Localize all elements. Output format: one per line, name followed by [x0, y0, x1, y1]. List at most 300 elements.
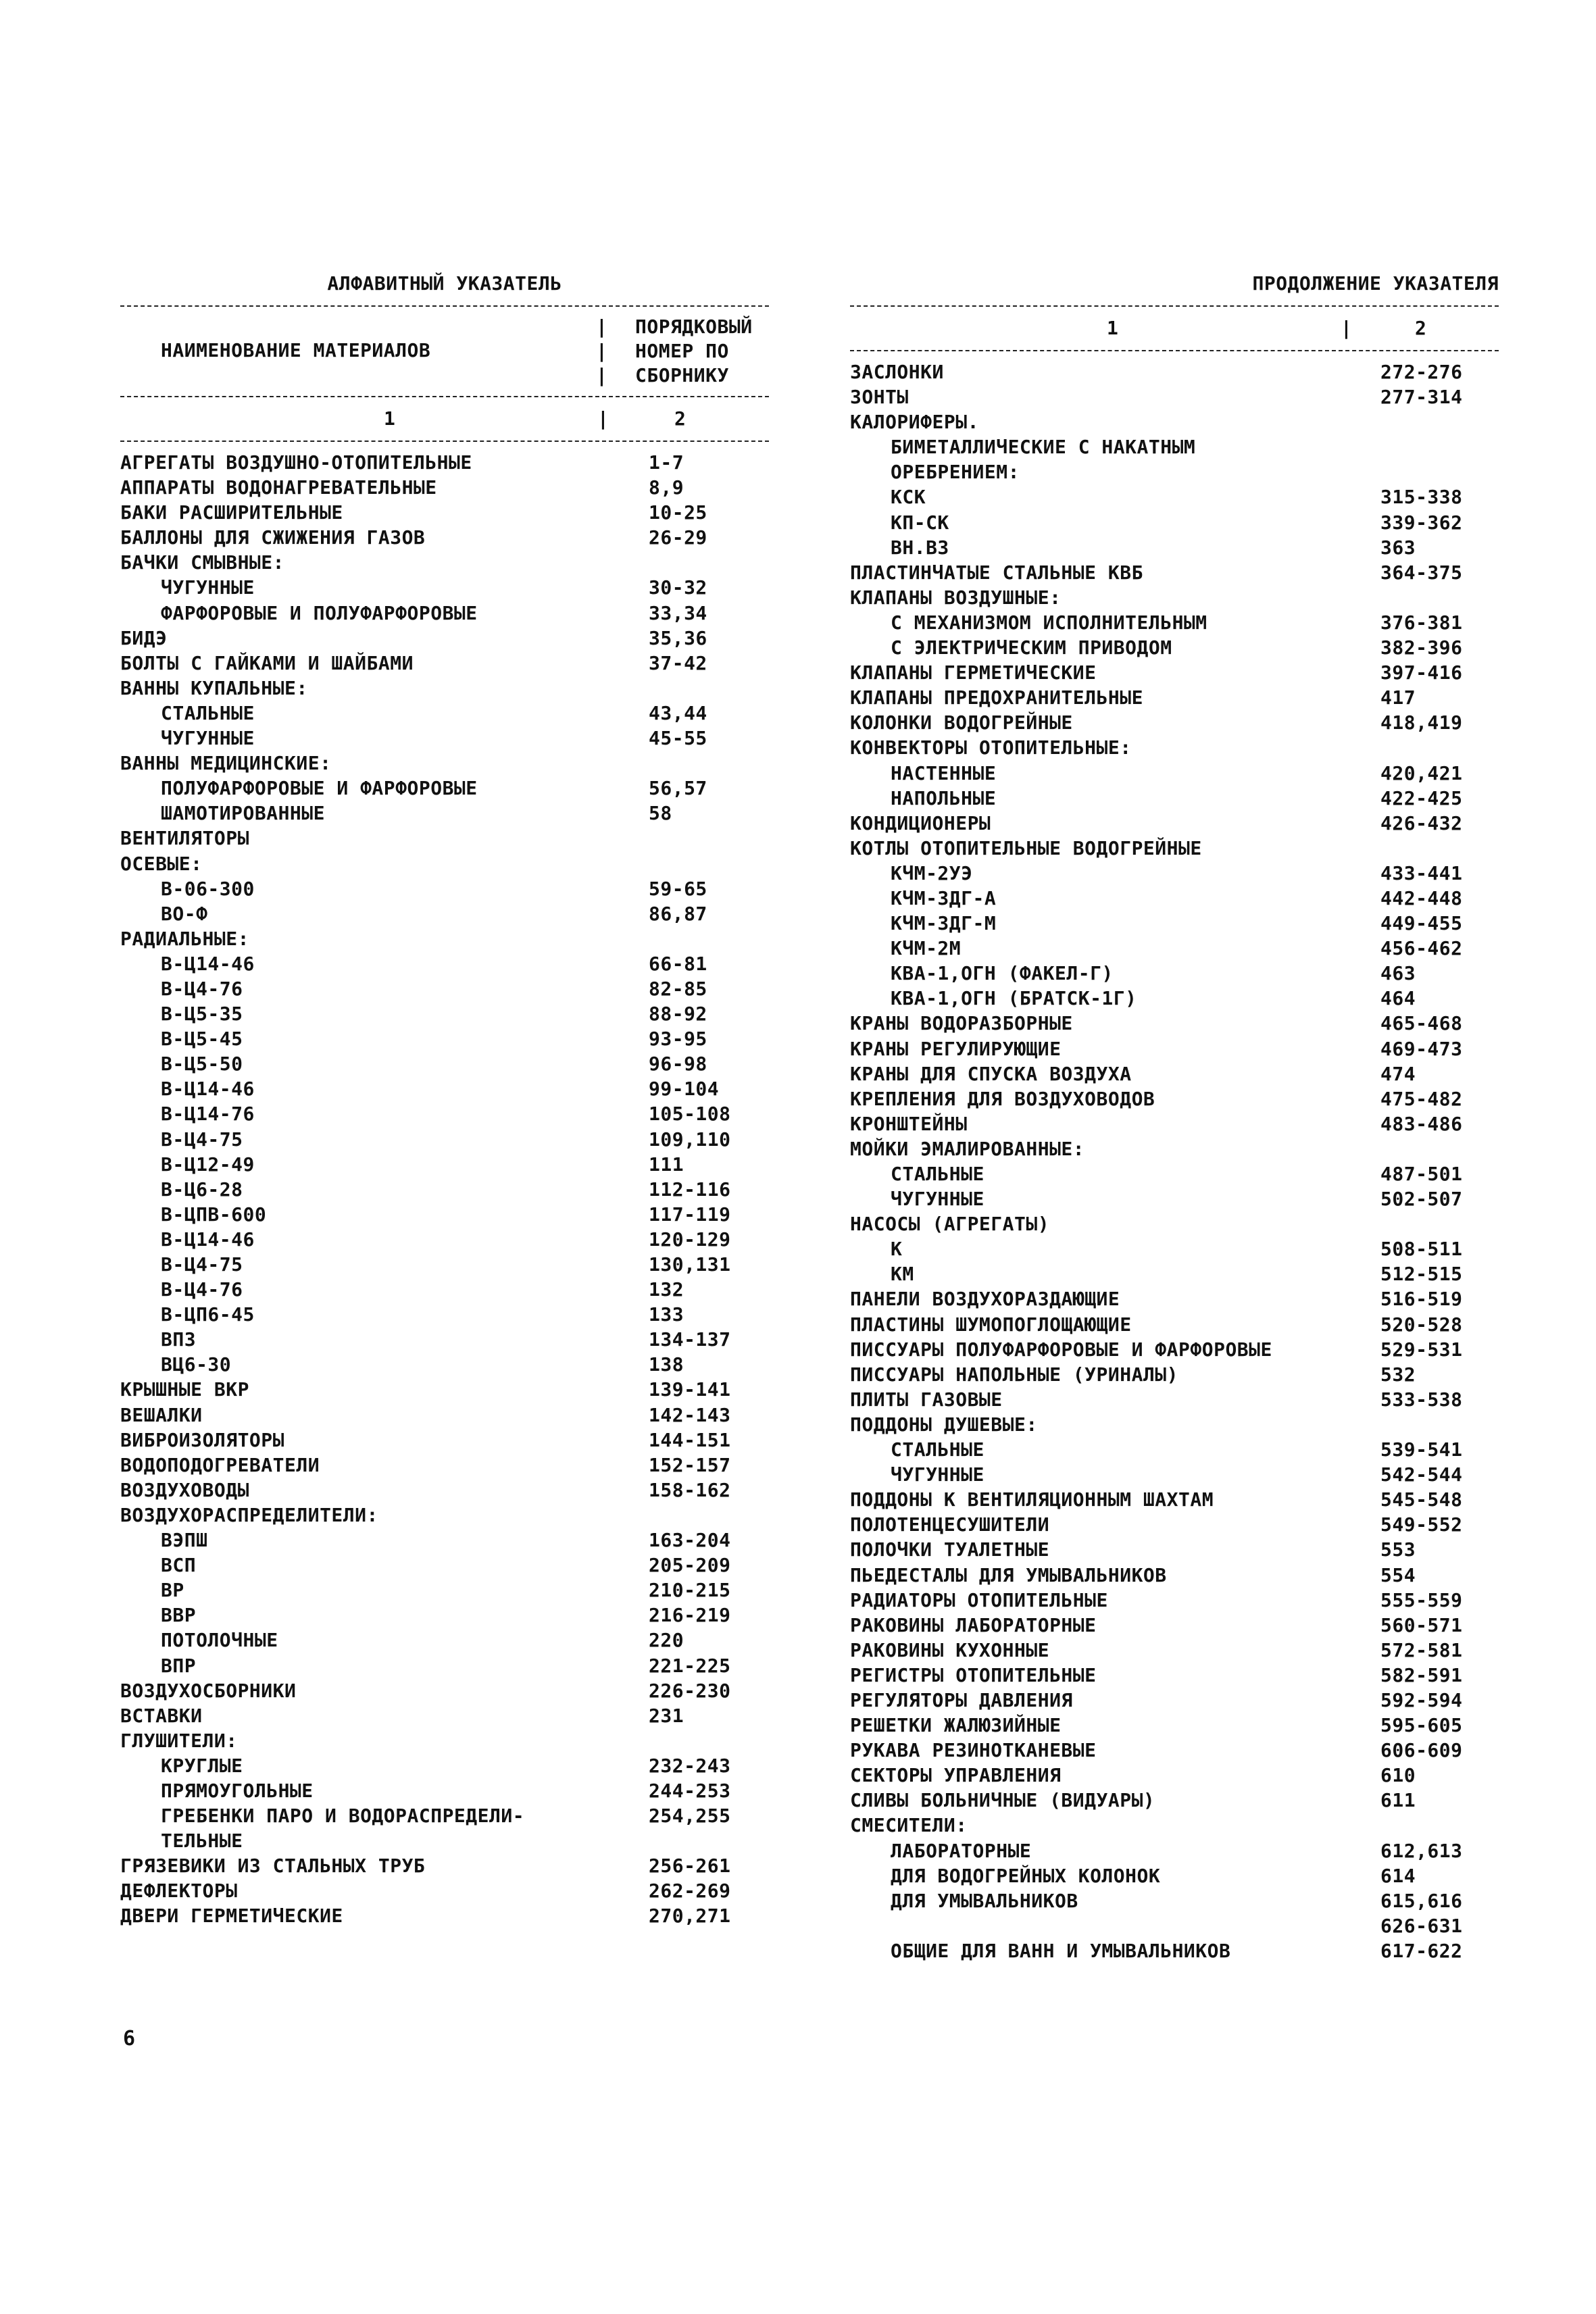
table-row [120, 1026, 769, 1051]
catalog-number: 549-552 [1380, 1513, 1463, 1536]
table-row [850, 1713, 1499, 1738]
catalog-number: 442-448 [1380, 886, 1463, 909]
continuation-title: ПРОДОЛЖЕНИЕ УКАЗАТЕЛЯ [1252, 272, 1499, 295]
material-name: СЕКТОРЫ УПРАВЛЕНИЯ [850, 1764, 1062, 1787]
table-row [850, 1412, 1499, 1437]
material-name: КМ [891, 1263, 914, 1286]
table-row [120, 1127, 769, 1152]
table-row [850, 1938, 1499, 1963]
material-name: ВЭПШ [161, 1529, 208, 1552]
table-row [850, 459, 1499, 484]
material-name: ВВР [161, 1604, 197, 1627]
catalog-number: 277-314 [1380, 386, 1463, 409]
material-name: В-ЦП6-45 [161, 1303, 255, 1326]
material-name: КЧМ-3ДГ-М [891, 912, 997, 935]
catalog-number: 256-261 [649, 1855, 731, 1878]
catalog-number: 422-425 [1380, 786, 1463, 809]
column-numbers [120, 405, 769, 432]
material-name: В-06-300 [161, 877, 255, 900]
table-row [850, 1563, 1499, 1588]
catalog-number: 232-243 [649, 1754, 731, 1777]
material-name: КЛАПАНЫ ГЕРМЕТИЧЕСКИЕ [850, 661, 1097, 684]
material-name: КЛАПАНЫ ВОЗДУШНЫЕ: [850, 586, 1062, 609]
divider [850, 305, 1499, 307]
material-name: В-Ц5-35 [161, 1003, 243, 1026]
catalog-number: 611 [1380, 1789, 1416, 1812]
catalog-number: 99-104 [649, 1078, 720, 1101]
material-name: ЧУГУННЫЕ [891, 1463, 984, 1486]
material-name: ВОДОПОДОГРЕВАТЕЛИ [120, 1453, 320, 1476]
table-row [850, 1613, 1499, 1638]
material-name: ВСП [161, 1554, 197, 1577]
catalog-number: 456-462 [1380, 937, 1463, 960]
catalog-number: 56,57 [649, 777, 707, 800]
catalog-number: 508-511 [1380, 1238, 1463, 1261]
catalog-number: 216-219 [649, 1604, 731, 1627]
material-name: БИДЭ [120, 626, 168, 649]
table-row [120, 1302, 769, 1327]
table-row [850, 1036, 1499, 1061]
catalog-number: 433-441 [1380, 861, 1463, 884]
material-name: ДЕФЛЕКТОРЫ [120, 1880, 238, 1903]
table-row [120, 1478, 769, 1503]
catalog-number: 582-591 [1380, 1663, 1463, 1686]
material-name: КСК [891, 486, 926, 509]
catalog-number: 529-531 [1380, 1338, 1463, 1361]
catalog-number: 512-515 [1380, 1263, 1463, 1286]
material-name: НАПОЛЬНЫЕ [891, 786, 997, 809]
catalog-number: 553 [1380, 1538, 1416, 1561]
material-name: ПОЛУФАРФОРОВЫЕ И ФАРФОРОВЫЕ [161, 777, 478, 800]
table-row [850, 1086, 1499, 1111]
material-name: КОТЛЫ ОТОПИТЕЛЬНЫЕ ВОДОГРЕЙНЫЕ [850, 836, 1202, 859]
right-rows [850, 359, 1499, 1963]
catalog-number: 572-581 [1380, 1638, 1463, 1661]
material-name: В-Ц14-46 [161, 1228, 255, 1251]
table-row [120, 826, 769, 851]
catalog-number: 138 [649, 1353, 684, 1376]
material-name: КЧМ-2УЭ [891, 861, 973, 884]
table-row [850, 1111, 1499, 1136]
table-row [120, 876, 769, 901]
material-name: ЛАБОРАТОРНЫЕ [891, 1839, 1032, 1862]
divider [120, 305, 769, 307]
material-name: ТЕЛЬНЫЕ [161, 1830, 243, 1853]
table-row [120, 1177, 769, 1202]
table-row [850, 1211, 1499, 1236]
table-row [120, 726, 769, 751]
table-row [120, 1528, 769, 1553]
left-column [120, 270, 769, 1929]
catalog-number: 132 [649, 1278, 684, 1301]
table-row [850, 886, 1499, 911]
table-row [850, 409, 1499, 434]
material-name: АГРЕГАТЫ ВОЗДУШНО-ОТОПИТЕЛЬНЫЕ [120, 451, 472, 474]
table-row [120, 951, 769, 976]
catalog-number: 210-215 [649, 1579, 731, 1602]
material-name: ВАННЫ МЕДИЦИНСКИЕ: [120, 752, 332, 775]
material-name: КРОНШТЕЙНЫ [850, 1112, 968, 1135]
material-name: ПОЛОЧКИ ТУАЛЕТНЫЕ [850, 1538, 1050, 1561]
material-name: В-Ц4-76 [161, 977, 243, 1000]
material-name: В-Ц14-46 [161, 952, 255, 975]
table-row [120, 1678, 769, 1703]
material-name: РАДИАЛЬНЫЕ: [120, 927, 249, 950]
table-row [850, 660, 1499, 685]
material-name: БИМЕТАЛЛИЧЕСКИЕ С НАКАТНЫМ [891, 436, 1196, 459]
column-number-2: 2 [674, 407, 687, 430]
catalog-number: 43,44 [649, 701, 707, 724]
material-name: В-Ц14-46 [161, 1078, 255, 1101]
index-title: АЛФАВИТНЫЙ УКАЗАТЕЛЬ [327, 272, 562, 295]
table-row [120, 1327, 769, 1352]
table-row [120, 1628, 769, 1653]
material-name: ВОЗДУХОСБОРНИКИ [120, 1679, 297, 1702]
header-number: ПОРЯДКОВЫЙ НОМЕР ПО СБОРНИКУ [635, 316, 753, 386]
material-name: КЧМ-3ДГ-А [891, 886, 997, 909]
table-row [120, 525, 769, 550]
catalog-number: 532 [1380, 1363, 1416, 1386]
table-row [120, 1753, 769, 1778]
material-name: ПИССУАРЫ ПОЛУФАРФОРОВЫЕ И ФАРФОРОВЫЕ [850, 1338, 1272, 1361]
table-row [850, 1913, 1499, 1938]
catalog-number: 30-32 [649, 576, 707, 599]
material-name: ЗОНТЫ [850, 386, 909, 409]
catalog-number: 82-85 [649, 977, 707, 1000]
column-number-2: 2 [1415, 317, 1427, 339]
material-name: ПОДДОНЫ ДУШЕВЫЕ: [850, 1413, 1038, 1436]
material-name: В-Ц4-76 [161, 1278, 243, 1301]
catalog-number: 474 [1380, 1062, 1416, 1085]
material-name: ЧУГУННЫЕ [161, 727, 255, 750]
catalog-number: 152-157 [649, 1453, 731, 1476]
catalog-number: 469-473 [1380, 1037, 1463, 1060]
material-name: КЧМ-2М [891, 937, 962, 960]
catalog-number: 533-538 [1380, 1388, 1463, 1411]
table-row [120, 1101, 769, 1126]
material-name: К [891, 1238, 903, 1261]
table-row [120, 1051, 769, 1076]
table-row [850, 1186, 1499, 1211]
material-name: ВОЗДУХОВОДЫ [120, 1478, 249, 1501]
table-row [120, 1878, 769, 1903]
catalog-number: 397-416 [1380, 661, 1463, 684]
material-name: В-Ц6-28 [161, 1178, 243, 1201]
divider [120, 441, 769, 442]
column-number-1: 1 [384, 407, 396, 430]
material-name: КРАНЫ РЕГУЛИРУЮЩИЕ [850, 1037, 1062, 1060]
table-row [850, 1312, 1499, 1337]
material-name: СТАЛЬНЫЕ [161, 701, 255, 724]
material-name: ДЛЯ ВОДОГРЕЙНЫХ КОЛОНОК [891, 1864, 1161, 1887]
material-name: БАЛЛОНЫ ДЛЯ СЖИЖЕНИЯ ГАЗОВ [120, 526, 426, 549]
table-row [120, 1377, 769, 1402]
catalog-number: 45-55 [649, 727, 707, 750]
table-row [850, 610, 1499, 635]
catalog-number: 134-137 [649, 1328, 731, 1351]
header-separator: | | | [596, 316, 608, 386]
catalog-number: 220 [649, 1629, 684, 1652]
material-name: БАЧКИ СМЫВНЫЕ: [120, 551, 285, 574]
table-row [120, 901, 769, 926]
material-name: СТАЛЬНЫЕ [891, 1438, 984, 1461]
column-separator: | [597, 407, 609, 430]
catalog-number: 617-622 [1380, 1939, 1463, 1962]
column-separator: | [1341, 317, 1353, 339]
table-row [850, 1638, 1499, 1663]
table-row [120, 1352, 769, 1377]
catalog-number: 117-119 [649, 1203, 731, 1226]
table-row [850, 1437, 1499, 1462]
catalog-number: 516-519 [1380, 1288, 1463, 1311]
catalog-number: 88-92 [649, 1003, 707, 1026]
catalog-number: 130,131 [649, 1253, 731, 1276]
material-name: В-Ц5-50 [161, 1053, 243, 1076]
catalog-number: 66-81 [649, 952, 707, 975]
table-row [850, 1161, 1499, 1186]
catalog-number: 612,613 [1380, 1839, 1463, 1862]
material-name: КВА-1,ОГН (ФАКЕЛ-Г) [891, 962, 1114, 985]
table-row [120, 676, 769, 701]
table-row [850, 1788, 1499, 1813]
catalog-number: 560-571 [1380, 1613, 1463, 1636]
table-row [120, 751, 769, 776]
material-name: КП-СК [891, 511, 949, 534]
table-row [120, 1503, 769, 1528]
material-name: ВИБРОИЗОЛЯТОРЫ [120, 1428, 285, 1451]
table-row [120, 1728, 769, 1753]
table-row [120, 475, 769, 500]
catalog-number: 364-375 [1380, 561, 1463, 584]
material-name: КРЕПЛЕНИЯ ДЛЯ ВОЗДУХОВОДОВ [850, 1087, 1155, 1110]
catalog-number: 417 [1380, 686, 1416, 709]
catalog-number: 226-230 [649, 1679, 731, 1702]
table-row [120, 1803, 769, 1828]
material-name: ДВЕРИ ГЕРМЕТИЧЕСКИЕ [120, 1905, 343, 1928]
table-row [850, 1813, 1499, 1838]
material-name: ГРЕБЕНКИ ПАРО И ВОДОРАСПРЕДЕЛИ- [161, 1805, 525, 1828]
table-row [850, 685, 1499, 710]
material-name: КОЛОНКИ ВОДОГРЕЙНЫЕ [850, 711, 1073, 734]
material-name: В-ЦПВ-600 [161, 1203, 267, 1226]
table-row [850, 635, 1499, 660]
catalog-number: 109,110 [649, 1128, 731, 1151]
catalog-number: 112-116 [649, 1178, 731, 1201]
catalog-number: 1-7 [649, 451, 684, 474]
material-name: ПОЛОТЕНЦЕСУШИТЕЛИ [850, 1513, 1050, 1536]
catalog-number: 614 [1380, 1864, 1416, 1887]
table-row [120, 1076, 769, 1101]
column-number-1: 1 [1107, 317, 1119, 339]
table-row [850, 1487, 1499, 1512]
catalog-number: 262-269 [649, 1880, 731, 1903]
table-row [850, 961, 1499, 986]
catalog-number: 483-486 [1380, 1112, 1463, 1135]
catalog-number: 487-501 [1380, 1163, 1463, 1185]
table-row [850, 761, 1499, 786]
material-name: ВЕШАЛКИ [120, 1403, 203, 1426]
table-header [120, 315, 769, 388]
catalog-number: 270,271 [649, 1905, 731, 1928]
table-row [120, 450, 769, 475]
material-name: СТАЛЬНЫЕ [891, 1163, 984, 1185]
table-row [120, 550, 769, 575]
catalog-number: 105-108 [649, 1103, 731, 1126]
page-number: 6 [123, 2027, 136, 2051]
table-row [120, 1428, 769, 1453]
material-name: ПОДДОНЫ К ВЕНТИЛЯЦИОННЫМ ШАХТАМ [850, 1488, 1214, 1511]
material-name: ПИССУАРЫ НАПОЛЬНЫЕ (УРИНАЛЫ) [850, 1363, 1179, 1386]
table-row [850, 1838, 1499, 1863]
table-row [850, 560, 1499, 585]
material-name: НАСОСЫ (АГРЕГАТЫ) [850, 1213, 1050, 1236]
table-row [120, 1703, 769, 1728]
table-row [850, 735, 1499, 760]
material-name: ВПЗ [161, 1328, 197, 1351]
catalog-number: 339-362 [1380, 511, 1463, 534]
catalog-number: 626-631 [1380, 1914, 1463, 1937]
material-name: РАКОВИНЫ КУХОННЫЕ [850, 1638, 1050, 1661]
material-name: ГРЯЗЕВИКИ ИЗ СТАЛЬНЫХ ТРУБ [120, 1855, 426, 1878]
table-row [850, 359, 1499, 384]
catalog-number: 205-209 [649, 1554, 731, 1577]
material-name: КОНДИЦИОНЕРЫ [850, 811, 991, 834]
material-name: КЛАПАНЫ ПРЕДОХРАНИТЕЛЬНЫЕ [850, 686, 1143, 709]
catalog-number: 475-482 [1380, 1087, 1463, 1110]
table-row [850, 811, 1499, 836]
catalog-number: 463 [1380, 962, 1416, 985]
table-row [120, 1252, 769, 1277]
table-row [850, 1236, 1499, 1261]
material-name: НАСТЕННЫЕ [891, 761, 997, 784]
catalog-number: 610 [1380, 1764, 1416, 1787]
material-name: В-Ц14-76 [161, 1103, 255, 1126]
table-row [850, 1588, 1499, 1613]
table-row [120, 976, 769, 1001]
catalog-number: 272-276 [1380, 361, 1463, 383]
material-name: ВЕНТИЛЯТОРЫ [120, 827, 249, 850]
material-name: ЗАСЛОНКИ [850, 361, 944, 383]
material-name: КРЫШНЫЕ ВКР [120, 1378, 249, 1401]
catalog-number: 158-162 [649, 1478, 731, 1501]
material-name: МОЙКИ ЭМАЛИРОВАННЫЕ: [850, 1137, 1085, 1160]
material-name: ПАНЕЛИ ВОЗДУХОРАЗДАЮЩИЕ [850, 1288, 1120, 1311]
table-row [850, 1888, 1499, 1913]
header-name: НАИМЕНОВАНИЕ МАТЕРИАЛОВ [161, 339, 431, 361]
table-row [850, 484, 1499, 509]
material-name: ВР [161, 1579, 184, 1602]
table-row [120, 1603, 769, 1628]
table-row [850, 1337, 1499, 1362]
table-row [120, 500, 769, 525]
table-row [120, 801, 769, 826]
table-row [850, 936, 1499, 961]
catalog-number: 545-548 [1380, 1488, 1463, 1511]
material-name: ФАРФОРОВЫЕ И ПОЛУФАРФОРОВЫЕ [161, 601, 478, 624]
table-row [850, 585, 1499, 610]
catalog-number: 606-609 [1380, 1739, 1463, 1762]
material-name: В-Ц12-49 [161, 1153, 255, 1176]
table-row [120, 1653, 769, 1678]
table-row [120, 1903, 769, 1928]
catalog-number: 449-455 [1380, 912, 1463, 935]
material-name: РАКОВИНЫ ЛАБОРАТОРНЫЕ [850, 1613, 1097, 1636]
table-row [120, 575, 769, 600]
catalog-number: 418,419 [1380, 711, 1463, 734]
column-numbers [850, 315, 1499, 342]
table-row [850, 1286, 1499, 1311]
material-name: С МЕХАНИЗМОМ ИСПОЛНИТЕЛЬНЫМ [891, 611, 1207, 634]
catalog-number: 111 [649, 1153, 684, 1176]
material-name: ВН.ВЗ [891, 536, 949, 559]
table-row [120, 651, 769, 676]
material-name: ПЛАСТИНЫ ШУМОПОГЛОЩАЮЩИЕ [850, 1313, 1132, 1336]
material-name: КОНВЕКТОРЫ ОТОПИТЕЛЬНЫЕ: [850, 736, 1132, 759]
material-name: СМЕСИТЕЛИ: [850, 1814, 968, 1837]
material-name: ОБЩИЕ ДЛЯ ВАНН И УМЫВАЛЬНИКОВ [891, 1939, 1231, 1962]
catalog-number: 86,87 [649, 902, 707, 925]
catalog-number: 144-151 [649, 1428, 731, 1451]
table-row [850, 911, 1499, 936]
catalog-number: 376-381 [1380, 611, 1463, 634]
table-row [120, 1453, 769, 1478]
catalog-number: 231 [649, 1704, 684, 1727]
table-row [850, 1663, 1499, 1688]
catalog-number: 465-468 [1380, 1012, 1463, 1035]
table-row [120, 926, 769, 951]
material-name: ПЬЕДЕСТАЛЫ ДЛЯ УМЫВАЛЬНИКОВ [850, 1563, 1167, 1586]
catalog-number: 420,421 [1380, 761, 1463, 784]
table-row [850, 1462, 1499, 1487]
material-name: КАЛОРИФЕРЫ. [850, 411, 979, 434]
catalog-number: 163-204 [649, 1529, 731, 1552]
table-row [120, 1152, 769, 1177]
divider [850, 350, 1499, 351]
catalog-number: 35,36 [649, 626, 707, 649]
material-name: ШАМОТИРОВАННЫЕ [161, 802, 326, 825]
material-name: РАДИАТОРЫ ОТОПИТЕЛЬНЫЕ [850, 1588, 1108, 1611]
material-name: ВПР [161, 1654, 197, 1677]
material-name: ВСТАВКИ [120, 1704, 203, 1727]
material-name: РЕШЕТКИ ЖАЛЮЗИЙНЫЕ [850, 1714, 1062, 1737]
catalog-number: 26-29 [649, 526, 707, 549]
material-name: РЕГУЛЯТОРЫ ДАВЛЕНИЯ [850, 1688, 1073, 1711]
table-row [850, 510, 1499, 535]
material-name: КРАНЫ ВОДОРАЗБОРНЫЕ [850, 1012, 1073, 1035]
table-row [120, 1853, 769, 1878]
catalog-number: 615,616 [1380, 1889, 1463, 1912]
material-name: ДЛЯ УМЫВАЛЬНИКОВ [891, 1889, 1078, 1912]
table-row [850, 786, 1499, 811]
table-row [120, 1578, 769, 1603]
table-row [850, 1362, 1499, 1387]
material-name: КВА-1,ОГН (БРАТСК-1Г) [891, 987, 1137, 1010]
catalog-number: 133 [649, 1303, 684, 1326]
material-name: ПЛИТЫ ГАЗОВЫЕ [850, 1388, 1003, 1411]
table-row [850, 384, 1499, 409]
catalog-number: 554 [1380, 1563, 1416, 1586]
table-row [120, 1277, 769, 1302]
table-row [120, 851, 769, 876]
material-name: ЧУГУННЫЕ [161, 576, 255, 599]
material-name: ВЦ6-30 [161, 1353, 232, 1376]
table-row [850, 861, 1499, 886]
table-row [850, 1512, 1499, 1537]
catalog-number: 96-98 [649, 1053, 707, 1076]
catalog-number: 120-129 [649, 1228, 731, 1251]
table-row [850, 1011, 1499, 1036]
catalog-number: 8,9 [649, 476, 684, 499]
